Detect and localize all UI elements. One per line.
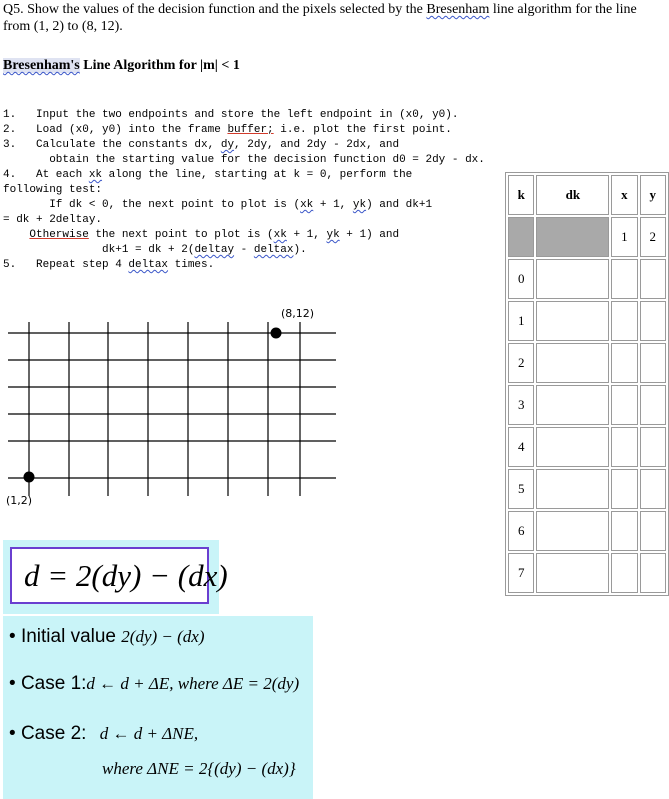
table-cell bbox=[611, 511, 637, 551]
question-text bbox=[3, 1, 663, 35]
formula-frame bbox=[10, 547, 228, 604]
table-cell bbox=[536, 301, 609, 341]
table-header-row bbox=[508, 175, 666, 215]
step-4-if: If dk < 0, the next point to plot is (xk + 1, yk) and dk+1 bbox=[3, 199, 433, 211]
table-row-initial bbox=[508, 217, 666, 257]
decision-table bbox=[505, 172, 669, 596]
step-3: 3. Calculate the constants dx, dy, 2dy, and 2dy - 2dx, and bbox=[3, 139, 400, 151]
algorithm-title bbox=[3, 58, 240, 74]
header-y: y bbox=[640, 175, 666, 215]
table-cell bbox=[611, 553, 637, 593]
case-1-expr: d ← d + ΔE, where ΔE = 2(dy) bbox=[86, 674, 300, 693]
step-4-otherwise-cont: dk+1 = dk + 2(deltay - deltax). bbox=[102, 244, 307, 256]
cases-box bbox=[3, 616, 313, 799]
header-x: x bbox=[611, 175, 637, 215]
header-dk: dk bbox=[536, 175, 609, 215]
step-1: 1. Input the two endpoints and store the left endpoint in (x0, y0). bbox=[3, 109, 459, 121]
table-cell bbox=[536, 217, 609, 257]
table-cell bbox=[640, 469, 666, 509]
header-k: k bbox=[508, 175, 534, 215]
step-4-cont: following test: bbox=[3, 184, 103, 196]
table-cell bbox=[640, 427, 666, 467]
table-cell bbox=[536, 427, 609, 467]
table-row bbox=[508, 259, 666, 299]
title-rest: Line Algorithm for |m| < 1 bbox=[79, 58, 240, 73]
table-cell-k: 2 bbox=[508, 343, 534, 383]
step-5: 5. Repeat step 4 deltax times. bbox=[3, 259, 215, 271]
case-2-expr: d ← d + ΔNE, bbox=[99, 724, 199, 743]
table-row bbox=[508, 469, 666, 509]
end-point-dot bbox=[271, 328, 282, 339]
step-4: 4. At each xk along the line, starting at k = 0, perform the bbox=[3, 169, 413, 181]
table-cell bbox=[640, 553, 666, 593]
step-3-cont: obtain the starting value for the decision function d0 = 2dy - dx. bbox=[3, 154, 485, 166]
table-cell-k: 7 bbox=[508, 553, 534, 593]
table-cell-y: 2 bbox=[640, 217, 666, 257]
pixel-grid-figure bbox=[0, 300, 340, 525]
bullet-icon: • bbox=[9, 673, 21, 694]
bresenham-link-word: Bresenham bbox=[426, 2, 490, 17]
bullet-icon: • bbox=[9, 626, 21, 647]
case-1-item: • Case 1:d ← d + ΔE, where ΔE = 2(dy) bbox=[9, 673, 300, 694]
step-2: 2. Load (x0, y0) into the frame buffer; i.e. plot the first point. bbox=[3, 124, 452, 136]
table-cell-k: 0 bbox=[508, 259, 534, 299]
table-cell bbox=[536, 511, 609, 551]
table-cell bbox=[536, 259, 609, 299]
decision-formula: d = 2(dy) − (dx) bbox=[24, 558, 228, 593]
initial-value-item: • Initial value 2(dy) − (dx) bbox=[9, 626, 205, 647]
table-cell bbox=[640, 343, 666, 383]
table-row bbox=[508, 427, 666, 467]
initial-value-expr: 2(dy) − (dx) bbox=[121, 627, 205, 646]
case-2-item: • Case 2: d ← d + ΔNE, bbox=[9, 723, 199, 744]
table-cell bbox=[611, 427, 637, 467]
bullet-icon: • bbox=[9, 723, 21, 744]
table-cell bbox=[536, 553, 609, 593]
table-cell bbox=[640, 301, 666, 341]
table-cell-k: 1 bbox=[508, 301, 534, 341]
algorithm-steps bbox=[3, 93, 503, 288]
start-point-label: (1,2) bbox=[6, 494, 33, 507]
table-row bbox=[508, 385, 666, 425]
table-cell bbox=[611, 469, 637, 509]
case-2-where: where ΔNE = 2{(dy) − (dx)} bbox=[102, 759, 296, 778]
table-cell bbox=[640, 259, 666, 299]
table-cell-k: 6 bbox=[508, 511, 534, 551]
title-name: Bresenham's bbox=[3, 58, 80, 73]
end-point-label: (8,12) bbox=[281, 307, 315, 320]
step-4-otherwise: Otherwise the next point to plot is (xk + 1, yk + 1) and bbox=[29, 229, 400, 241]
table-row bbox=[508, 553, 666, 593]
table-cell bbox=[536, 343, 609, 383]
table-cell bbox=[536, 469, 609, 509]
grid-svg bbox=[0, 300, 340, 525]
table-cell bbox=[611, 385, 637, 425]
table-cell bbox=[611, 343, 637, 383]
table-cell bbox=[611, 301, 637, 341]
table-cell bbox=[508, 217, 534, 257]
table-cell bbox=[640, 385, 666, 425]
table-row bbox=[508, 301, 666, 341]
table-cell-k: 5 bbox=[508, 469, 534, 509]
step-4-if-cont: = dk + 2deltay. bbox=[3, 214, 103, 226]
table-cell-k: 3 bbox=[508, 385, 534, 425]
table-row bbox=[508, 511, 666, 551]
start-point-dot bbox=[24, 472, 35, 483]
table-cell bbox=[536, 385, 609, 425]
question-prefix: Q5. Show the values of the decision function and the pixels selected by the bbox=[3, 2, 427, 17]
table-cell bbox=[611, 259, 637, 299]
table-cell-k: 4 bbox=[508, 427, 534, 467]
table-cell-x: 1 bbox=[611, 217, 637, 257]
question-suffix: line algorithm for the line from (1, 2) to (8, 12). bbox=[3, 2, 637, 34]
decision-formula-box bbox=[3, 540, 228, 614]
grid-lines bbox=[8, 322, 336, 496]
table-row bbox=[508, 343, 666, 383]
table-cell bbox=[640, 511, 666, 551]
